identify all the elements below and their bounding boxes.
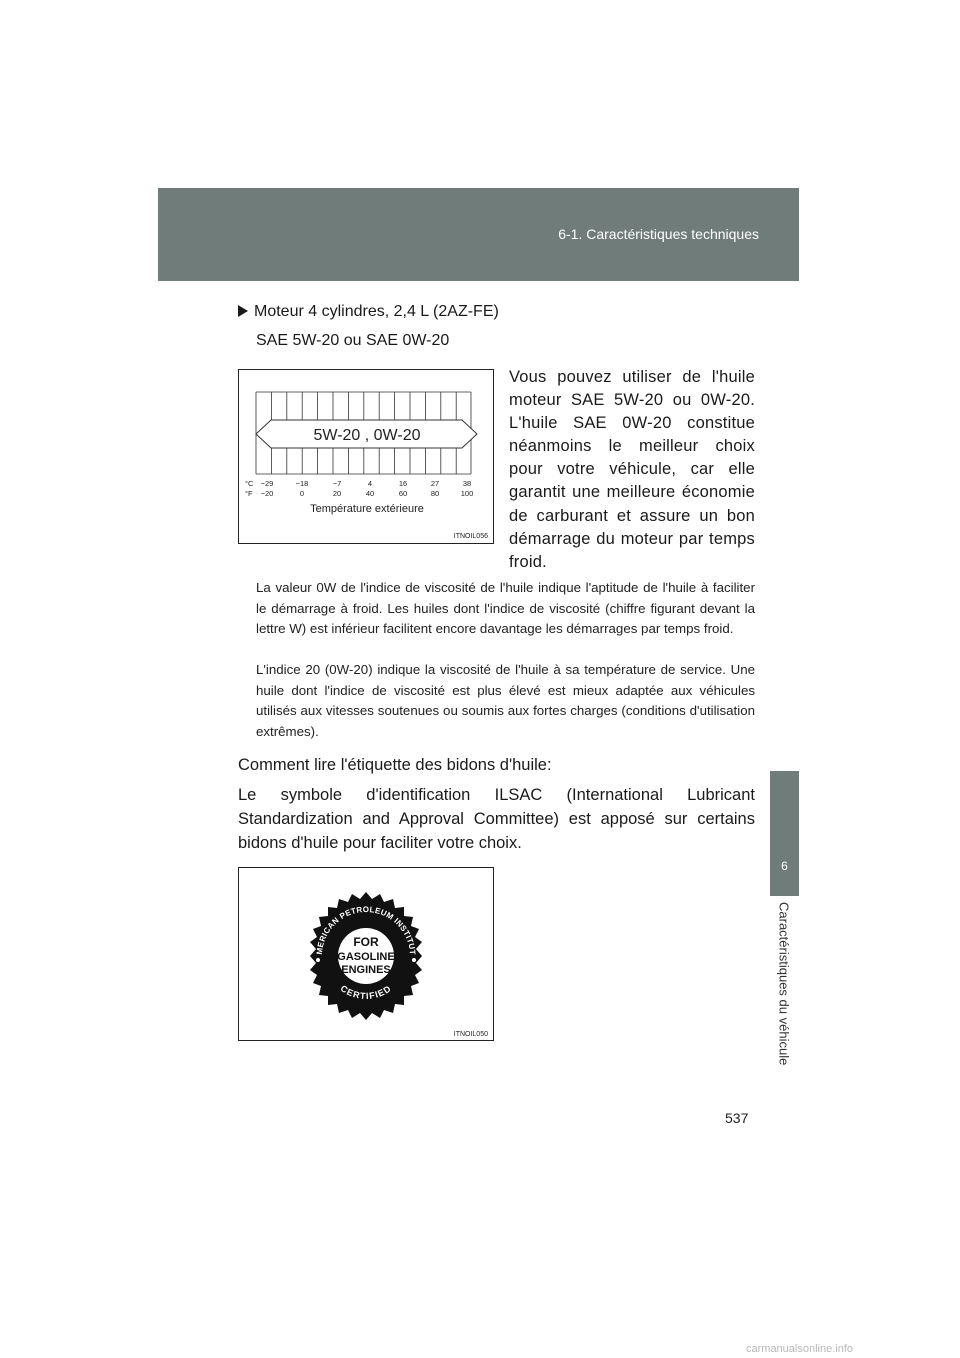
- recommendation-paragraph: Vous pouvez utiliser de l'huile moteur SAE 5W-20 ou 0W-20. L'huile SAE 0W-20 constitue néanmoins le meilleur choix pour votre véhicule, car elle garantit une meilleure économie de carburant et assure un bon démarrage du moteur par temps froid.: [509, 368, 755, 571]
- center-text-gasoline: GASOLINE: [337, 951, 395, 963]
- api-symbol-figure: [238, 867, 494, 1041]
- celsius-unit: °C: [245, 479, 254, 488]
- engine-heading: [238, 300, 499, 323]
- page-number: 537: [725, 1110, 749, 1126]
- celsius-tick: −18: [295, 479, 309, 488]
- chapter-number: 6: [781, 859, 788, 873]
- fahrenheit-tick: 40: [365, 489, 375, 498]
- chapter-tab: [770, 771, 799, 896]
- celsius-tick: 4: [367, 479, 373, 488]
- celsius-tick: 38: [462, 479, 472, 488]
- center-text-engines: ENGINES: [341, 964, 391, 976]
- fahrenheit-tick: 20: [332, 489, 342, 498]
- ring-dot: [316, 958, 320, 962]
- ring-top-text: MERICAN PETROLEUM INSTITUT: [314, 904, 418, 956]
- fahrenheit-unit: °F: [245, 489, 253, 498]
- engine-heading-text: Moteur 4 cylindres, 2,4 L (2AZ-FE): [254, 303, 499, 320]
- ilsac-paragraph: Le symbole d'identification ILSAC (International Lubricant Standardization and Approval Committee) est apposé sur certains bidons d'huile pour faciliter votre choix.: [238, 786, 755, 852]
- oil-grade: SAE 5W-20 ou SAE 0W-20: [256, 332, 450, 349]
- label-heading: Comment lire l'étiquette des bidons d'huile:: [238, 756, 552, 774]
- section-title: 6-1. Caractéristiques techniques: [558, 226, 759, 242]
- celsius-tick: 16: [398, 479, 408, 488]
- figure-code: ITNOIL050: [453, 1031, 488, 1038]
- watermark: carmanualsonline.info: [746, 1343, 854, 1355]
- triangle-bullet-icon: [238, 305, 248, 317]
- chapter-label-vertical: [773, 902, 795, 1092]
- fahrenheit-tick: 80: [430, 489, 440, 498]
- fahrenheit-tick: −20: [260, 489, 274, 498]
- temperature-axis-label: Température extérieure: [310, 503, 424, 515]
- chapter-label: Caractéristiques du véhicule: [776, 902, 792, 1066]
- section-header-band: [158, 188, 799, 281]
- viscosity-band-label: 5W-20 , 0W-20: [313, 427, 421, 444]
- celsius-tick: 27: [430, 479, 440, 488]
- celsius-tick: −7: [332, 479, 342, 488]
- fahrenheit-tick: 100: [460, 489, 474, 498]
- fahrenheit-tick: 60: [398, 489, 408, 498]
- ring-bottom-text: CERTIFIED: [338, 983, 394, 1002]
- fahrenheit-tick: 0: [299, 489, 305, 498]
- note-viscosity-cold: La valeur 0W de l'indice de viscosité de l'huile indique l'aptitude de l'huile à faciliter le démarrage à froid. Les huiles dont l'indice de viscosité (chiffre figurant devant la lettre W) est inférieur facilitent encore davantage les démarrages par temps froid.: [256, 580, 755, 636]
- celsius-tick: −29: [260, 479, 274, 488]
- ring-dot: [412, 958, 416, 962]
- figure-code: ITNOIL056: [453, 533, 488, 540]
- note-viscosity-hot: L'indice 20 (0W-20) indique la viscosité de l'huile à sa température de service. Une huile dont l'indice de viscosité est plus élevé est mieux adaptée aux véhicules utilisés aux vitesses soutenues ou soumis aux fortes charges (conditions d'utilisation extrêmes).: [256, 662, 755, 739]
- center-text-for: FOR: [353, 935, 379, 949]
- viscosity-chart: [239, 370, 493, 543]
- viscosity-figure: [238, 369, 494, 544]
- api-starburst: [239, 868, 493, 1040]
